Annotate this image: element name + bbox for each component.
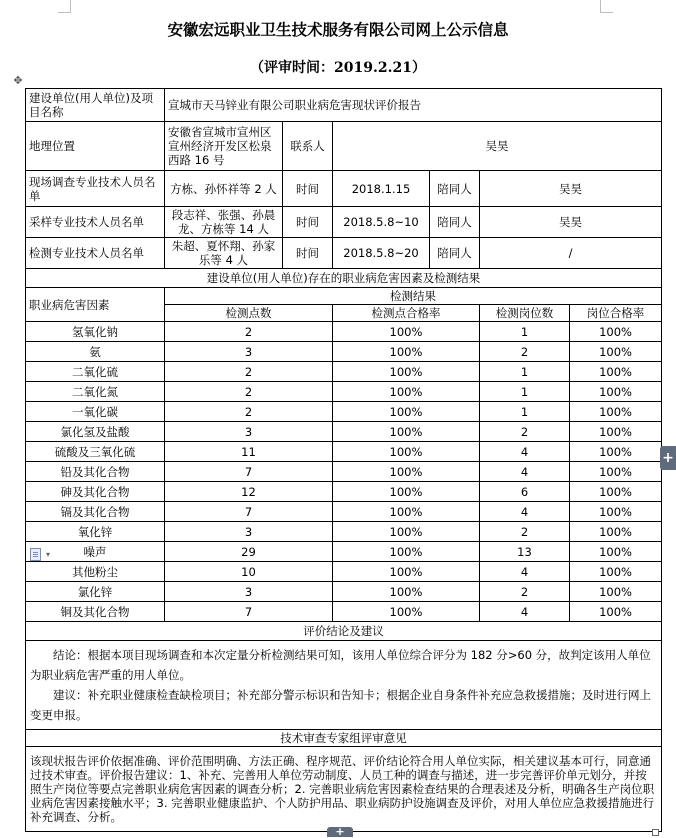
unit-label: 建设单位(用人单位)及项目名称 xyxy=(26,89,165,122)
hazard-posts: 1 xyxy=(480,382,570,402)
result-header: 检测结果 xyxy=(165,288,662,305)
disclosure-table xyxy=(25,88,662,832)
contact-label: 联系人 xyxy=(283,122,333,171)
add-row-icon[interactable]: + xyxy=(327,827,353,837)
hazard-posts: 4 xyxy=(480,502,570,522)
hazard-posts: 4 xyxy=(480,462,570,482)
hazard-posts: 2 xyxy=(480,522,570,542)
column-header: 检测岗位数 xyxy=(480,305,570,322)
location-value: 安徽省宣城市宣州区宣州经济开发区松泉西路 16 号 xyxy=(165,122,283,171)
hazard-points: 29 xyxy=(165,542,333,562)
hazard-posts: 6 xyxy=(480,482,570,502)
hazard-post-rate: 100% xyxy=(570,442,662,462)
hazard-posts: 2 xyxy=(480,422,570,442)
hazard-row xyxy=(26,602,662,622)
sampling-time: 2018.5.8~10 xyxy=(333,207,430,238)
hazard-name: 氯化锌 xyxy=(26,582,165,602)
hazard-row xyxy=(26,422,662,442)
hazard-points: 7 xyxy=(165,502,333,522)
hazard-row xyxy=(26,542,662,562)
unit-value: 宣城市天马锌业有限公司职业病危害现状评价报告 xyxy=(165,89,662,122)
hazard-post-rate: 100% xyxy=(570,382,662,402)
hazard-points: 3 xyxy=(165,422,333,442)
hazard-name: 铜及其化合物 xyxy=(26,602,165,622)
hazard-name: 砷及其化合物 xyxy=(26,482,165,502)
hazard-points: 2 xyxy=(165,362,333,382)
hazard-name: 二氧化氮 xyxy=(26,382,165,402)
hazard-points: 10 xyxy=(165,562,333,582)
hazard-name: 硫酸及三氧化硫 xyxy=(26,442,165,462)
testing-escort: / xyxy=(480,238,662,269)
review-time: （评审时间：2019.2.21） xyxy=(250,60,426,76)
location-label: 地理位置 xyxy=(26,122,165,171)
conclusion-cell xyxy=(26,641,662,730)
hazard-name: 其他粉尘 xyxy=(26,562,165,582)
hazard-row xyxy=(26,482,662,502)
hazard-row xyxy=(26,382,662,402)
hazard-points: 3 xyxy=(165,522,333,542)
hazard-post-rate: 100% xyxy=(570,342,662,362)
hazard-post-rate: 100% xyxy=(570,422,662,442)
hazard-name: 氧化锌 xyxy=(26,522,165,542)
testing-time: 2018.5.8~20 xyxy=(333,238,430,269)
hazard-point-rate: 100% xyxy=(333,462,480,482)
add-column-icon[interactable]: + xyxy=(660,446,676,470)
hazard-name: 一氧化碳 xyxy=(26,402,165,422)
hazard-row xyxy=(26,402,662,422)
hazard-post-rate: 100% xyxy=(570,502,662,522)
hazard-posts: 1 xyxy=(480,322,570,342)
hazard-post-rate: 100% xyxy=(570,602,662,622)
hazard-post-rate: 100% xyxy=(570,522,662,542)
hazard-point-rate: 100% xyxy=(333,362,480,382)
hazard-points: 3 xyxy=(165,582,333,602)
expert-opinion: 该现状报告评价依据准确、评价范围明确、方法正确、程序规范、评价结论符合用人单位实际，相关建议基本可行，同意通过技术审查。评价报告建议：1、补充、完善用人单位劳动制度、人员工种的调查与描述，进一步完善评价单元划分，并按照生产岗位等要点完善职业病危害因素的调查分析；2. 完善职业病危害因素检查结果的合理表述及分析，明确各生产岗位职业病危害因素接触水平；3. 完善职业健康监护、个人防护用品、职业病防护设施调查及评价，对用人单位应急救援措施进行补充调查、分析。 xyxy=(26,747,662,832)
hazard-post-rate: 100% xyxy=(570,482,662,502)
table-resize-handle[interactable] xyxy=(652,829,659,836)
survey-escort: 吴昊 xyxy=(480,171,662,207)
hazard-name: 氯化氢及盐酸 xyxy=(26,422,165,442)
hazard-point-rate: 100% xyxy=(333,402,480,422)
conclusion-section-title: 评价结论及建议 xyxy=(26,622,662,641)
testing-staff-label: 检测专业技术人员名单 xyxy=(26,238,165,269)
testing-staff: 朱超、夏怀翔、孙家乐等 4 人 xyxy=(165,238,283,269)
column-header: 岗位合格率 xyxy=(570,305,662,322)
hazard-name: 氢氧化钠 xyxy=(26,322,165,342)
hazard-row xyxy=(26,322,662,342)
factor-header: 职业病危害因素 xyxy=(26,288,165,322)
hazard-points: 12 xyxy=(165,482,333,502)
sampling-escort: 吴昊 xyxy=(480,207,662,238)
hazard-posts: 1 xyxy=(480,362,570,382)
sampling-escort-label: 陪同人 xyxy=(430,207,480,238)
hazard-post-rate: 100% xyxy=(570,362,662,382)
survey-staff: 方栋、孙怀祥等 2 人 xyxy=(165,171,283,207)
hazard-point-rate: 100% xyxy=(333,562,480,582)
hazard-post-rate: 100% xyxy=(570,582,662,602)
hazard-row xyxy=(26,362,662,382)
expert-section-title: 技术审查专家组评审意见 xyxy=(26,730,662,747)
hazard-point-rate: 100% xyxy=(333,602,480,622)
hazard-post-rate: 100% xyxy=(570,322,662,342)
hazard-points: 3 xyxy=(165,342,333,362)
page-corner-mark xyxy=(600,0,613,13)
hazard-row xyxy=(26,582,662,602)
hazard-point-rate: 100% xyxy=(333,342,480,362)
column-header: 检测点数 xyxy=(165,305,333,322)
hazard-row xyxy=(26,522,662,542)
hazard-name: 氨 xyxy=(26,342,165,362)
hazard-posts: 4 xyxy=(480,562,570,582)
hazard-name: 铅及其化合物 xyxy=(26,462,165,482)
hazard-row xyxy=(26,502,662,522)
hazard-point-rate: 100% xyxy=(333,422,480,442)
hazard-post-rate: 100% xyxy=(570,402,662,422)
hazard-row xyxy=(26,342,662,362)
hazard-points: 2 xyxy=(165,382,333,402)
page-title: 安徽宏远职业卫生技术服务有限公司网上公示信息 xyxy=(167,20,509,39)
hazard-posts: 2 xyxy=(480,582,570,602)
hazard-points: 7 xyxy=(165,602,333,622)
hazard-posts: 2 xyxy=(480,342,570,362)
suggestion-text: 建议：补充职业健康检查缺检项目；补充部分警示标识和告知卡；根据企业自身条件补充应急救援措施；及时进行网上变更申报。 xyxy=(30,688,651,722)
hazard-points: 2 xyxy=(165,322,333,342)
hazard-name: 噪声 xyxy=(26,542,165,562)
dropdown-arrow-icon[interactable]: ▾ xyxy=(46,550,51,559)
conclusion-text: 结论：根据本项目现场调查和本次定量分析检测结果可知，该用人单位综合评分为 182 分>60 分，故判定该用人单位为职业病危害严重的用人单位。 xyxy=(30,648,651,682)
hazard-points: 7 xyxy=(165,462,333,482)
hazard-post-rate: 100% xyxy=(570,562,662,582)
hazard-name: 二氧化硫 xyxy=(26,362,165,382)
hazard-point-rate: 100% xyxy=(333,582,480,602)
hazard-row xyxy=(26,562,662,582)
survey-time: 2018.1.15 xyxy=(333,171,430,207)
sampling-staff: 段志祥、张强、孙晨龙、方栋等 14 人 xyxy=(165,207,283,238)
survey-escort-label: 陪同人 xyxy=(430,171,480,207)
hazard-posts: 1 xyxy=(480,402,570,422)
hazard-point-rate: 100% xyxy=(333,502,480,522)
testing-escort-label: 陪同人 xyxy=(430,238,480,269)
testing-time-label: 时间 xyxy=(283,238,333,269)
hazard-point-rate: 100% xyxy=(333,522,480,542)
hazard-point-rate: 100% xyxy=(333,542,480,562)
hazard-points: 2 xyxy=(165,402,333,422)
hazard-points: 11 xyxy=(165,442,333,462)
table-move-handle-icon[interactable]: ✥ xyxy=(13,74,23,87)
document-icon[interactable] xyxy=(30,548,41,561)
hazard-posts: 13 xyxy=(480,542,570,562)
hazard-name: 镉及其化合物 xyxy=(26,502,165,522)
hazard-point-rate: 100% xyxy=(333,382,480,402)
hazard-posts: 4 xyxy=(480,602,570,622)
survey-staff-label: 现场调查专业技术人员名单 xyxy=(26,171,165,207)
hazard-point-rate: 100% xyxy=(333,322,480,342)
hazard-point-rate: 100% xyxy=(333,442,480,462)
hazard-row xyxy=(26,442,662,462)
hazard-posts: 4 xyxy=(480,442,570,462)
hazard-post-rate: 100% xyxy=(570,542,662,562)
sampling-time-label: 时间 xyxy=(283,207,333,238)
survey-time-label: 时间 xyxy=(283,171,333,207)
hazard-point-rate: 100% xyxy=(333,482,480,502)
hazard-row xyxy=(26,462,662,482)
column-header: 检测点合格率 xyxy=(333,305,480,322)
hazard-post-rate: 100% xyxy=(570,462,662,482)
sampling-staff-label: 采样专业技术人员名单 xyxy=(26,207,165,238)
hazards-section-title: 建设单位(用人单位)存在的职业病危害因素及检测结果 xyxy=(26,269,662,288)
contact-value: 吴昊 xyxy=(333,122,662,171)
page-corner-mark xyxy=(58,0,71,13)
